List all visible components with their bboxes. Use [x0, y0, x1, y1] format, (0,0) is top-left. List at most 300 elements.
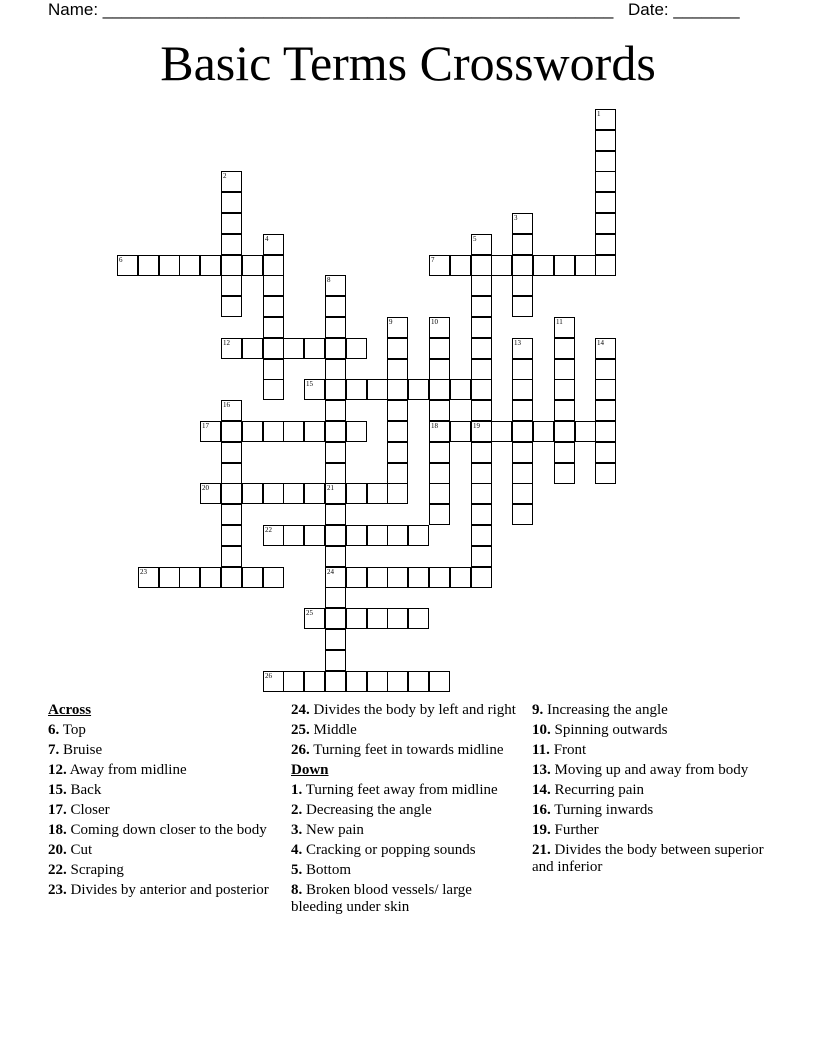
grid-cell[interactable] [325, 483, 346, 504]
grid-cell[interactable] [554, 379, 575, 400]
clue-text: Turning feet away from midline [302, 782, 498, 798]
grid-cell[interactable] [221, 421, 242, 442]
grid-cell[interactable] [429, 567, 450, 588]
clue-number: 10 [431, 318, 438, 326]
clue-item [291, 722, 516, 739]
grid-cell[interactable] [221, 275, 242, 296]
grid-cell[interactable] [408, 567, 429, 588]
clue-number-label: 9. [532, 702, 544, 718]
grid-cell[interactable] [179, 255, 200, 276]
grid-cell[interactable] [263, 483, 284, 504]
grid-cell[interactable] [595, 463, 616, 484]
clue-item [532, 742, 772, 759]
clue-number: 13 [514, 339, 521, 347]
grid-cell[interactable] [471, 567, 492, 588]
grid-cell[interactable] [471, 400, 492, 421]
grid-cell[interactable] [595, 421, 616, 442]
grid-cell[interactable] [450, 421, 471, 442]
clue-number-label: 6. [48, 722, 60, 738]
grid-cell[interactable] [387, 400, 408, 421]
clue-number-label: 15. [48, 782, 67, 798]
clue-item [291, 802, 516, 819]
grid-cell[interactable] [325, 525, 346, 546]
grid-cell[interactable] [242, 483, 263, 504]
clue-item [48, 762, 273, 779]
clue-item [532, 762, 772, 779]
grid-cell[interactable] [512, 234, 533, 255]
grid-cell[interactable] [325, 359, 346, 380]
grid-cell[interactable] [429, 671, 450, 692]
clue-item [532, 722, 772, 739]
clue-number: 8 [327, 276, 331, 284]
down-heading: Down [291, 762, 329, 778]
grid-cell[interactable] [304, 671, 325, 692]
clue-number-label: 14. [532, 782, 551, 798]
grid-cell[interactable] [595, 130, 616, 151]
grid-cell[interactable] [429, 359, 450, 380]
clue-number: 6 [119, 256, 123, 264]
grid-cell[interactable] [138, 255, 159, 276]
grid-cell[interactable] [221, 338, 242, 359]
grid-cell[interactable] [367, 608, 388, 629]
clue-item [48, 782, 273, 799]
clue-number-label: 2. [291, 802, 303, 818]
grid-cell[interactable] [200, 421, 221, 442]
grid-cell[interactable] [471, 379, 492, 400]
grid-cell[interactable] [221, 192, 242, 213]
grid-cell[interactable] [221, 171, 242, 192]
grid-cell[interactable] [471, 525, 492, 546]
grid-cell[interactable] [512, 463, 533, 484]
grid-cell[interactable] [429, 421, 450, 442]
clue-number: 25 [306, 609, 313, 617]
grid-cell[interactable] [429, 504, 450, 525]
clue-item [48, 842, 273, 859]
grid-cell[interactable] [595, 359, 616, 380]
clue-item [48, 742, 273, 759]
grid-cell[interactable] [471, 338, 492, 359]
grid-cell[interactable] [471, 421, 492, 442]
clue-number: 3 [514, 214, 518, 222]
clue-text: Front [549, 742, 587, 758]
clue-item [291, 782, 516, 799]
grid-cell[interactable] [325, 379, 346, 400]
grid-cell[interactable] [221, 400, 242, 421]
clue-number: 15 [306, 380, 313, 388]
grid-cell[interactable] [263, 525, 284, 546]
grid-cell[interactable] [283, 671, 304, 692]
grid-cell[interactable] [595, 255, 616, 276]
clue-number-label: 23. [48, 882, 67, 898]
grid-cell[interactable] [221, 213, 242, 234]
clue-number-label: 7. [48, 742, 60, 758]
clue-item [532, 702, 772, 719]
clue-number-label: 24. [291, 702, 310, 718]
grid-cell[interactable] [387, 359, 408, 380]
grid-cell[interactable] [221, 483, 242, 504]
grid-cell[interactable] [512, 296, 533, 317]
grid-cell[interactable] [367, 483, 388, 504]
grid-cell[interactable] [471, 234, 492, 255]
clue-item [532, 782, 772, 799]
grid-cell[interactable] [554, 442, 575, 463]
clue-number-label: 17. [48, 802, 67, 818]
grid-cell[interactable] [367, 379, 388, 400]
grid-cell[interactable] [512, 400, 533, 421]
grid-cell[interactable] [512, 504, 533, 525]
grid-cell[interactable] [595, 379, 616, 400]
grid-cell[interactable] [325, 296, 346, 317]
grid-cell[interactable] [595, 109, 616, 130]
clue-item [532, 822, 772, 839]
grid-cell[interactable] [221, 463, 242, 484]
grid-cell[interactable] [429, 317, 450, 338]
clue-number-label: 3. [291, 822, 303, 838]
across-heading: Across [48, 702, 92, 718]
grid-cell[interactable] [346, 608, 367, 629]
grid-cell[interactable] [346, 567, 367, 588]
grid-cell[interactable] [242, 255, 263, 276]
grid-cell[interactable] [263, 359, 284, 380]
grid-cell[interactable] [554, 338, 575, 359]
clue-text: Further [550, 822, 599, 838]
grid-cell[interactable] [263, 567, 284, 588]
grid-cell[interactable] [533, 421, 554, 442]
clue-text: Cracking or popping sounds [302, 842, 476, 858]
grid-cell[interactable] [575, 255, 596, 276]
clue-number-label: 4. [291, 842, 303, 858]
grid-cell[interactable] [450, 255, 471, 276]
grid-cell[interactable] [325, 629, 346, 650]
clue-number: 14 [597, 339, 604, 347]
clue-number: 1 [597, 110, 601, 118]
grid-cell[interactable] [387, 567, 408, 588]
grid-cell[interactable] [304, 483, 325, 504]
clue-text: New pain [302, 822, 364, 838]
clue-text: Broken blood vessels/ large bleeding under skin [291, 882, 472, 915]
clue-number: 7 [431, 256, 435, 264]
clue-number: 18 [431, 422, 438, 430]
clue-number: 4 [265, 235, 269, 243]
clue-number: 9 [389, 318, 393, 326]
clue-number-label: 12. [48, 762, 67, 778]
grid-cell[interactable] [242, 421, 263, 442]
grid-cell[interactable] [263, 255, 284, 276]
clue-text: Recurring pain [550, 782, 645, 798]
clue-number: 16 [223, 401, 230, 409]
grid-cell[interactable] [325, 317, 346, 338]
clue-text: Turning inwards [550, 802, 654, 818]
grid-cell[interactable] [512, 338, 533, 359]
grid-cell[interactable] [595, 400, 616, 421]
grid-cell[interactable] [221, 567, 242, 588]
grid-cell[interactable] [471, 504, 492, 525]
grid-cell[interactable] [408, 379, 429, 400]
grid-cell[interactable] [471, 317, 492, 338]
grid-cell[interactable] [471, 296, 492, 317]
clue-number-label: 1. [291, 782, 303, 798]
clue-item [48, 882, 273, 899]
grid-cell[interactable] [221, 255, 242, 276]
clue-text: Bottom [302, 862, 352, 878]
clue-item [532, 842, 772, 876]
grid-cell[interactable] [304, 608, 325, 629]
clue-item [291, 742, 516, 759]
grid-cell[interactable] [491, 421, 512, 442]
clue-text: Top [59, 722, 86, 738]
grid-cell[interactable] [429, 379, 450, 400]
date-field-label: Date: _______ [628, 0, 740, 19]
grid-cell[interactable] [242, 338, 263, 359]
grid-cell[interactable] [325, 338, 346, 359]
grid-cell[interactable] [554, 421, 575, 442]
grid-cell[interactable] [263, 671, 284, 692]
clue-number-label: 22. [48, 862, 67, 878]
grid-cell[interactable] [471, 275, 492, 296]
grid-cell[interactable] [512, 483, 533, 504]
grid-cell[interactable] [554, 359, 575, 380]
grid-cell[interactable] [512, 421, 533, 442]
grid-cell[interactable] [367, 525, 388, 546]
clue-number: 26 [265, 672, 272, 680]
grid-cell[interactable] [263, 317, 284, 338]
clue-item [48, 722, 273, 739]
grid-cell[interactable] [554, 255, 575, 276]
grid-cell[interactable] [512, 379, 533, 400]
grid-cell[interactable] [325, 567, 346, 588]
grid-cell[interactable] [595, 234, 616, 255]
grid-cell[interactable] [595, 171, 616, 192]
clue-number-label: 10. [532, 722, 551, 738]
grid-cell[interactable] [429, 463, 450, 484]
grid-cell[interactable] [221, 442, 242, 463]
grid-cell[interactable] [512, 359, 533, 380]
grid-cell[interactable] [325, 546, 346, 567]
grid-cell[interactable] [263, 338, 284, 359]
grid-cell[interactable] [200, 483, 221, 504]
grid-cell[interactable] [387, 671, 408, 692]
grid-cell[interactable] [325, 421, 346, 442]
page-title: Basic Terms Crosswords [160, 35, 656, 91]
grid-cell[interactable] [471, 546, 492, 567]
grid-cell[interactable] [221, 525, 242, 546]
grid-cell[interactable] [491, 255, 512, 276]
grid-cell[interactable] [263, 296, 284, 317]
clue-number-label: 18. [48, 822, 67, 838]
clue-number-label: 26. [291, 742, 310, 758]
grid-cell[interactable] [575, 421, 596, 442]
grid-cell[interactable] [325, 463, 346, 484]
grid-cell[interactable] [512, 275, 533, 296]
grid-cell[interactable] [387, 379, 408, 400]
grid-cell[interactable] [325, 608, 346, 629]
grid-cell[interactable] [346, 671, 367, 692]
grid-cell[interactable] [367, 567, 388, 588]
clue-number: 12 [223, 339, 230, 347]
clue-number: 17 [202, 422, 209, 430]
grid-cell[interactable] [450, 379, 471, 400]
grid-cell[interactable] [304, 379, 325, 400]
grid-cell[interactable] [346, 421, 367, 442]
grid-cell[interactable] [429, 255, 450, 276]
grid-cell[interactable] [387, 442, 408, 463]
clues-column-2 [291, 702, 516, 919]
grid-cell[interactable] [325, 671, 346, 692]
grid-cell[interactable] [408, 608, 429, 629]
grid-cell[interactable] [325, 442, 346, 463]
grid-cell[interactable] [554, 317, 575, 338]
grid-cell[interactable] [408, 525, 429, 546]
clue-text: Bruise [59, 742, 103, 758]
grid-cell[interactable] [283, 483, 304, 504]
grid-cell[interactable] [325, 275, 346, 296]
clue-item [48, 862, 273, 879]
grid-cell[interactable] [221, 296, 242, 317]
grid-cell[interactable] [387, 525, 408, 546]
clue-number-label: 25. [291, 722, 310, 738]
grid-cell[interactable] [325, 587, 346, 608]
grid-cell[interactable] [304, 525, 325, 546]
clue-number-label: 19. [532, 822, 551, 838]
grid-cell[interactable] [595, 338, 616, 359]
grid-cell[interactable] [159, 567, 180, 588]
grid-cell[interactable] [346, 525, 367, 546]
grid-cell[interactable] [387, 317, 408, 338]
clue-number: 23 [140, 568, 147, 576]
grid-cell[interactable] [387, 421, 408, 442]
grid-cell[interactable] [429, 442, 450, 463]
clue-number-label: 5. [291, 862, 303, 878]
clue-number-label: 11. [532, 742, 550, 758]
clue-item [532, 802, 772, 819]
grid-cell[interactable] [387, 338, 408, 359]
grid-cell[interactable] [595, 442, 616, 463]
clue-item [291, 862, 516, 879]
clue-text: Middle [309, 722, 357, 738]
clue-text: Cut [66, 842, 93, 858]
clue-text: Turning feet in towards midline [309, 742, 504, 758]
grid-cell[interactable] [471, 483, 492, 504]
grid-cell[interactable] [304, 421, 325, 442]
grid-cell[interactable] [408, 671, 429, 692]
grid-cell[interactable] [138, 567, 159, 588]
clue-text: Coming down closer to the body [66, 822, 267, 838]
grid-cell[interactable] [595, 151, 616, 172]
clue-number: 2 [223, 172, 227, 180]
grid-cell[interactable] [200, 255, 221, 276]
grid-cell[interactable] [595, 213, 616, 234]
clue-number: 22 [265, 526, 272, 534]
clue-item [291, 882, 516, 916]
grid-cell[interactable] [263, 421, 284, 442]
grid-cell[interactable] [387, 463, 408, 484]
grid-cell[interactable] [325, 504, 346, 525]
grid-cell[interactable] [450, 567, 471, 588]
grid-cell[interactable] [512, 442, 533, 463]
clue-number: 11 [556, 318, 563, 326]
grid-cell[interactable] [263, 275, 284, 296]
clue-number-label: 21. [532, 842, 551, 858]
clue-number: 19 [473, 422, 480, 430]
grid-cell[interactable] [221, 546, 242, 567]
grid-cell[interactable] [346, 379, 367, 400]
grid-cell[interactable] [429, 338, 450, 359]
grid-cell[interactable] [554, 400, 575, 421]
grid-cell[interactable] [346, 483, 367, 504]
grid-cell[interactable] [346, 338, 367, 359]
clue-text: Spinning outwards [550, 722, 668, 738]
clue-number-label: 8. [291, 882, 303, 898]
grid-cell[interactable] [429, 400, 450, 421]
clue-item [48, 822, 273, 839]
name-field-label: Name: ______________________________________________________ [48, 0, 614, 19]
grid-cell[interactable] [117, 255, 138, 276]
grid-cell[interactable] [283, 525, 304, 546]
grid-cell[interactable] [304, 338, 325, 359]
clue-item [291, 842, 516, 859]
grid-cell[interactable] [221, 234, 242, 255]
clue-item [291, 702, 516, 719]
clue-text: Back [66, 782, 102, 798]
clues-column-3 [532, 702, 772, 879]
grid-cell[interactable] [533, 255, 554, 276]
clue-number: 5 [473, 235, 477, 243]
grid-cell[interactable] [263, 379, 284, 400]
grid-cell[interactable] [554, 463, 575, 484]
grid-cell[interactable] [595, 192, 616, 213]
grid-cell[interactable] [242, 567, 263, 588]
clue-text: Scraping [66, 862, 124, 878]
clue-text: Decreasing the angle [302, 802, 432, 818]
clue-number: 21 [327, 484, 334, 492]
clue-text: Closer [66, 802, 110, 818]
clue-item [291, 822, 516, 839]
grid-cell[interactable] [512, 213, 533, 234]
grid-cell[interactable] [325, 400, 346, 421]
clue-text: Increasing the angle [543, 702, 668, 718]
grid-cell[interactable] [387, 483, 408, 504]
clue-text: Divides by anterior and posterior [66, 882, 269, 898]
clue-number-label: 20. [48, 842, 67, 858]
clue-text: Divides the body between superior and inferior [532, 842, 764, 875]
grid-cell[interactable] [325, 650, 346, 671]
grid-cell[interactable] [512, 255, 533, 276]
grid-cell[interactable] [471, 255, 492, 276]
clue-item [48, 802, 273, 819]
clues-column-1 [48, 702, 273, 902]
grid-cell[interactable] [387, 608, 408, 629]
grid-cell[interactable] [159, 255, 180, 276]
grid-cell[interactable] [367, 671, 388, 692]
clue-text: Divides the body by left and right [309, 702, 516, 718]
grid-cell[interactable] [179, 567, 200, 588]
clue-number: 20 [202, 484, 209, 492]
clue-text: Moving up and away from body [550, 762, 749, 778]
clue-number: 24 [327, 568, 334, 576]
clue-number-label: 16. [532, 802, 551, 818]
grid-cell[interactable] [471, 442, 492, 463]
grid-cell[interactable] [471, 463, 492, 484]
grid-cell[interactable] [429, 483, 450, 504]
clue-text: Away from midline [66, 762, 187, 778]
grid-cell[interactable] [471, 359, 492, 380]
clue-number-label: 13. [532, 762, 551, 778]
grid-cell[interactable] [283, 421, 304, 442]
grid-cell[interactable] [200, 567, 221, 588]
grid-cell[interactable] [283, 338, 304, 359]
grid-cell[interactable] [221, 504, 242, 525]
grid-cell[interactable] [263, 234, 284, 255]
